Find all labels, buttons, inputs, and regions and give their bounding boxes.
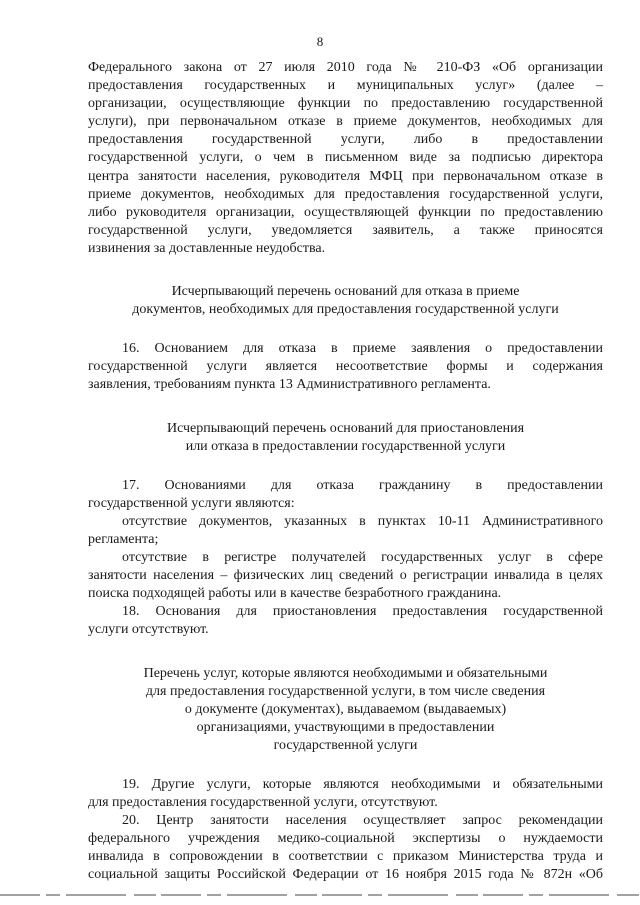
text-line: отсутствие документов, указанных в пунктах 10-11 Административного <box>122 513 603 529</box>
page-number: 8 <box>316 34 324 49</box>
heading-line: Исчерпывающий перечень оснований для приостановления <box>166 420 525 436</box>
text-line: регламента; <box>88 531 159 547</box>
heading-line: о документе (документах), выдаваемом (выдаваемых) <box>184 701 507 717</box>
text-line: 16. Основанием для отказа в приеме заявления о предоставлении <box>122 341 603 357</box>
text-line: предоставления государственной услуги, либо в предоставлении <box>88 132 603 148</box>
text-line: услуги отсутствуют. <box>88 622 209 638</box>
text-line: 19. Другие услуги, которые являются необходимыми и обязательными <box>122 777 603 792</box>
text-line: государственной услуги является несоответствие формы и содержания <box>88 359 603 375</box>
text-line: федерального учреждения медико-социальной экспертизы о нуждаемости <box>88 831 603 847</box>
text-line: извинения за доставленные неудобства. <box>88 240 326 256</box>
heading-line: Перечень услуг, которые являются необходимыми и обязательными <box>143 665 548 681</box>
document-body <box>88 59 603 885</box>
text-line: организации, осуществляющие функции по предоставлению государственной <box>88 96 603 112</box>
text-line: для предоставления государственной услуги, отсутствуют. <box>88 795 438 811</box>
text-line: либо руководителя организации, осуществляющей функции по предоставлению <box>88 204 603 220</box>
item-16 <box>88 340 603 394</box>
text-line: предоставления государственных и муниципальных услуг» (далее – <box>88 78 603 94</box>
text-line: государственной услуги, о чем в письменном виде за подписью директора <box>88 150 603 166</box>
text-line: занятости населения – физических лиц сведений о регистрации инвалида в целях <box>88 568 603 584</box>
item-17-a <box>88 513 603 549</box>
text-line: социальной защиты Российской Федерации от 16 ноября 2015 года № 872н «Об <box>88 867 603 883</box>
section-heading-suspension <box>88 420 603 456</box>
item-17-b <box>88 549 603 603</box>
item-17 <box>88 477 603 513</box>
text-line: инвалида в сопровождении в соответствии с приказом Министерства труда и <box>88 849 603 865</box>
text-line: Федерального закона от 27 июля 2010 года № 210-ФЗ «Об организации <box>88 60 603 75</box>
heading-line: для предоставления государственной услуги, в том числе сведения <box>145 683 546 699</box>
text-line: поиска подходящей работы или в качестве безработного гражданина. <box>88 586 502 602</box>
heading-line: Исчерпывающий перечень оснований для отказа в приеме <box>171 284 520 300</box>
heading-line: государственной услуги <box>273 737 418 753</box>
text-line: 18. Основания для приостановления предоставления государственной <box>122 604 603 620</box>
text-line: государственной услуги, уведомляется заявитель, а также приносятся <box>88 222 603 238</box>
intro-paragraph <box>88 59 603 258</box>
section-heading-refusal-docs <box>88 283 603 319</box>
heading-line: организациями, участвующими в предоставлении <box>196 719 495 735</box>
text-line: 17. Основаниями для отказа гражданину в предоставлении <box>122 477 603 493</box>
text-line: отсутствие в регистре получателей государственных услуг в сфере <box>122 550 603 566</box>
scan-bottom-edge <box>0 894 640 896</box>
item-20 <box>88 812 603 884</box>
text-line: заявления, требованиям пункта 13 Административного регламента. <box>88 377 491 393</box>
item-19 <box>88 776 603 812</box>
text-line: приеме документов, необходимых для предоставления государственной услуги, <box>88 186 603 202</box>
heading-line: документов, необходимых для предоставления государственной услуги <box>132 302 559 318</box>
heading-line: или отказа в предоставлении государственной услуги <box>185 438 506 454</box>
text-line: центра занятости населения, руководителя МФЦ при первоначальном отказе в <box>88 168 603 184</box>
text-line: услуги), при первоначальном отказе в приеме документов, необходимых для <box>88 114 603 130</box>
text-line: государственной услуги являются: <box>88 495 295 511</box>
section-heading-services <box>88 665 603 755</box>
text-line: 20. Центр занятости населения осуществляет запрос рекомендации <box>122 813 603 829</box>
item-18 <box>88 603 603 639</box>
